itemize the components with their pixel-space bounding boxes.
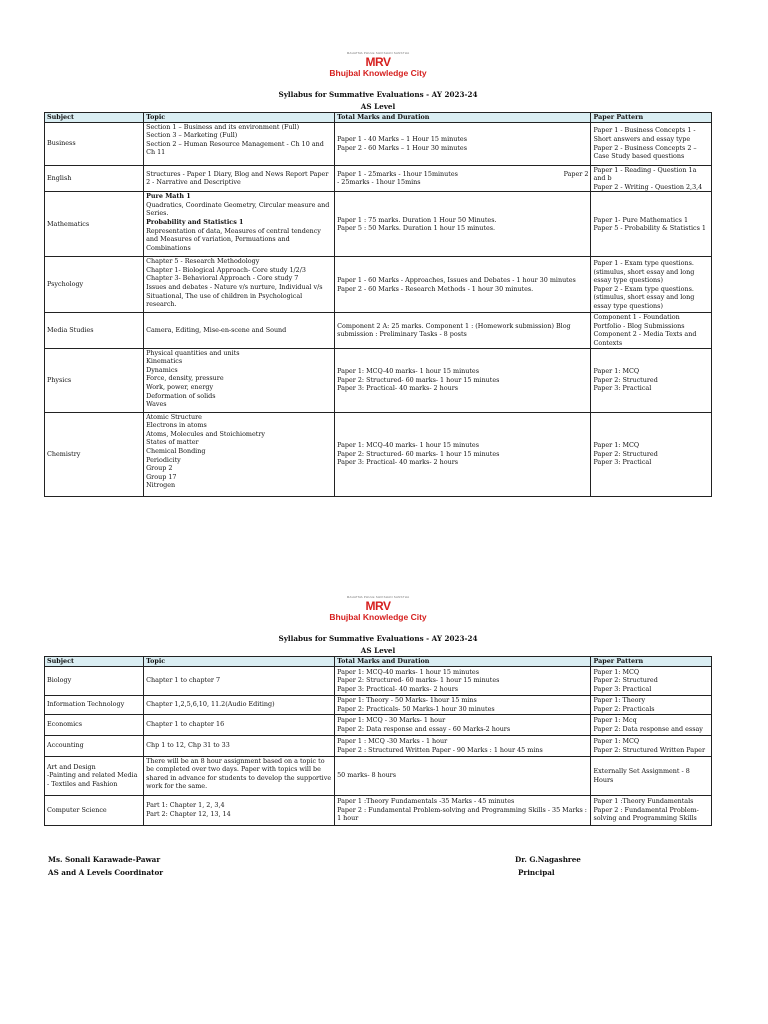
topic-line: Chapter 1- Biological Approach- Core study 1/2/3 bbox=[146, 265, 306, 274]
topic-cell: There will be an 8 hour assignment based on a topic to be completed over two days. Paper with topics will be shared in advance for students to develop the supportive work for the same. bbox=[144, 756, 335, 795]
marks-text: Paper 2 bbox=[563, 169, 589, 178]
topic-line: Issues and debates - Nature v/s nurture, Individual v/s Situational, The use of children in Psychological research. bbox=[146, 283, 323, 309]
table-row bbox=[45, 666, 712, 695]
table-header-row bbox=[45, 112, 712, 122]
syllabus-table-2 bbox=[44, 656, 712, 826]
topic-line: Section 3 – Marketing (Full) bbox=[146, 131, 238, 140]
subject-cell bbox=[45, 756, 144, 795]
table-header-row bbox=[45, 656, 712, 666]
pattern-line: Paper 1 - Exam type questions. (stimulus, short essay and long essay type questions) bbox=[593, 259, 695, 285]
marks-cell bbox=[335, 714, 591, 735]
pattern-line: Paper 1: MCQ bbox=[593, 736, 640, 745]
table-row bbox=[45, 122, 712, 165]
marks-line: Paper 1 :Theory Fundamentals -35 Marks - 45 minutes bbox=[337, 797, 515, 806]
marks-line: Paper 2: Structured- 60 marks- 1 hour 15 minutes bbox=[337, 449, 500, 458]
topic-heading: Probability and Statistics 1 bbox=[146, 218, 244, 227]
pattern-cell bbox=[591, 348, 712, 412]
marks-line: Paper 2: Practicals- 50 Marks-1 hour 30 minutes bbox=[337, 704, 495, 713]
pattern-line: Paper 1: MCQ bbox=[593, 667, 640, 676]
topic-line: Nitrogen bbox=[146, 481, 176, 490]
subject-cell: Mathematics bbox=[45, 192, 144, 257]
pattern-line: Paper 2 - Business Concepts 2 – Case Study based questions bbox=[593, 143, 697, 161]
marks-line: Paper 1: MCQ-40 marks- 1 hour 15 minutes bbox=[337, 367, 479, 376]
marks-line: Paper 2 - 60 Marks – 1 Hour 30 minutes bbox=[337, 143, 467, 152]
pattern-line: Paper 2 - Writing - Question 2,3,4 bbox=[593, 182, 703, 191]
subject-cell: Computer Science bbox=[45, 795, 144, 825]
marks-line: Paper 1: MCQ-40 marks- 1 hour 15 minutes bbox=[337, 441, 479, 450]
marks-line: - 25marks - 1hour 15mins bbox=[337, 178, 421, 187]
table-row bbox=[45, 735, 712, 756]
pattern-line: Paper 2 : Fundamental Problem-solving and Programming Skills bbox=[593, 805, 699, 823]
coordinator-role: AS and A Levels Coordinator bbox=[48, 868, 164, 877]
topic-cell: Chp 1 to 12, Chp 31 to 33 bbox=[144, 735, 335, 756]
topic-heading: Pure Math 1 bbox=[146, 192, 191, 201]
pattern-line: Paper 2: Structured bbox=[593, 375, 658, 384]
table-row bbox=[45, 412, 712, 496]
topic-line: Dynamics bbox=[146, 365, 178, 374]
document-title: Syllabus for Summative Evaluations - AY 2023-24 bbox=[278, 633, 478, 643]
topic-line: Waves bbox=[146, 400, 167, 409]
pattern-line: Paper 1: MCQ bbox=[593, 441, 640, 450]
pattern-line: Paper 2: Structured Written Paper bbox=[593, 745, 706, 754]
topic-line: Group 17 bbox=[146, 472, 177, 481]
header-marks: Total Marks and Duration bbox=[335, 656, 591, 666]
topic-line: Physical quantities and units bbox=[146, 348, 240, 357]
pattern-cell bbox=[591, 412, 712, 496]
pattern-cell bbox=[591, 257, 712, 313]
table-row bbox=[45, 714, 712, 735]
logo-mark: MRV bbox=[365, 599, 391, 613]
topic-line: Atoms, Molecules and Stoichiometry bbox=[146, 429, 265, 438]
pattern-line: Paper 2: Structured bbox=[593, 449, 658, 458]
pattern-cell bbox=[591, 192, 712, 257]
pattern-line: Paper 1 - Business Concepts 1 - Short answers and essay type bbox=[593, 126, 696, 143]
marks-line: Paper 1 : 75 marks. Duration 1 Hour 50 Minutes. bbox=[337, 215, 497, 224]
pattern-line: Paper 1: Mcq bbox=[593, 715, 637, 724]
pattern-line: Paper 2: Practicals bbox=[593, 704, 655, 713]
table-row bbox=[45, 165, 712, 192]
topic-cell bbox=[144, 122, 335, 165]
school-name: Bhujbal Knowledge City bbox=[329, 68, 427, 78]
coordinator-name: Ms. Sonali Karawade-Pawar bbox=[48, 855, 161, 864]
school-logo bbox=[44, 596, 712, 622]
topic-line: Electrons in atoms bbox=[146, 421, 207, 430]
table-row bbox=[45, 795, 712, 825]
pattern-line: Paper 1 - Reading - Question 1a and b bbox=[593, 165, 697, 183]
pattern-cell bbox=[591, 165, 712, 192]
topic-cell bbox=[144, 412, 335, 496]
pattern-cell: Externally Set Assignment - 8 Hours bbox=[591, 756, 712, 795]
pattern-line: Paper 2: Structured bbox=[593, 676, 658, 685]
school-name: Bhujbal Knowledge City bbox=[329, 612, 427, 622]
subject-line: Art and Design bbox=[47, 762, 96, 771]
subject-cell: English bbox=[45, 165, 144, 192]
syllabus-page-1 bbox=[44, 52, 712, 497]
marks-cell bbox=[335, 348, 591, 412]
topic-line: Section 1 – Business and its environment (Full) bbox=[146, 122, 300, 131]
topic-line: Atomic Structure bbox=[146, 412, 202, 421]
marks-line: Paper 1: MCQ-40 marks- 1 hour 15 minutes bbox=[337, 667, 479, 676]
subject-cell: Chemistry bbox=[45, 412, 144, 496]
topic-line: States of matter bbox=[146, 438, 199, 447]
marks-line: Paper 1 - 60 Marks - Approaches, Issues and Debates - 1 hour 30 minutes bbox=[337, 276, 576, 285]
document-level: AS Level bbox=[360, 101, 396, 111]
coordinator-signature bbox=[48, 853, 163, 879]
topic-line: Part 1: Chapter 1, 2, 3,4 bbox=[146, 801, 225, 810]
pattern-cell: Component 1 - Foundation Portfolio - Blog Submissions Component 2 - Media Texts and Contexts bbox=[591, 313, 712, 348]
marks-line: Paper 2 : Structured Written Paper - 90 Marks : 1 hour 45 mins bbox=[337, 745, 543, 754]
table-row bbox=[45, 313, 712, 348]
principal-role: Principal bbox=[518, 868, 555, 877]
subject-cell: Business bbox=[45, 122, 144, 165]
topic-cell: Camera, Editing, Mise-en-scene and Sound bbox=[144, 313, 335, 348]
marks-text: Paper 1 - 25marks - 1hour 15minutes bbox=[337, 169, 458, 178]
pattern-line: Paper 1 :Theory Fundamentals bbox=[593, 797, 694, 806]
topic-cell: Chapter 1 to chapter 7 bbox=[144, 666, 335, 695]
marks-line: Paper 1 : MCQ -30 Marks - 1 hour bbox=[337, 736, 448, 745]
header-pattern: Paper Pattern bbox=[591, 112, 712, 122]
subject-cell: Accounting bbox=[45, 735, 144, 756]
principal-signature bbox=[515, 853, 581, 879]
pattern-cell bbox=[591, 735, 712, 756]
topic-cell: Chapter 1 to chapter 16 bbox=[144, 714, 335, 735]
logo-tagline: MAHATMA PHULE SHIKSHAN SANSTHA bbox=[346, 595, 410, 599]
topic-line: Periodicity bbox=[146, 455, 181, 464]
header-subject: Subject bbox=[45, 112, 144, 122]
table-row bbox=[45, 257, 712, 313]
topic-line: Chapter 5 - Research Methodology bbox=[146, 257, 260, 266]
marks-line: Paper 2 - 60 Marks - Research Methods - 1 hour 30 minutes. bbox=[337, 284, 534, 293]
marks-line: Paper 3: Practical- 40 marks- 2 hours bbox=[337, 458, 459, 467]
pattern-line: Paper 3: Practical bbox=[593, 384, 652, 393]
marks-cell bbox=[335, 735, 591, 756]
pattern-cell bbox=[591, 695, 712, 714]
pattern-cell bbox=[591, 122, 712, 165]
header-subject: Subject bbox=[45, 656, 144, 666]
topic-line: Force, density, pressure bbox=[146, 374, 224, 383]
pattern-cell bbox=[591, 666, 712, 695]
marks-cell bbox=[335, 795, 591, 825]
marks-cell bbox=[335, 122, 591, 165]
topic-cell: Structures - Paper 1 Diary, Blog and News Report Paper 2 - Narrative and Descriptive bbox=[144, 165, 335, 192]
syllabus-page-2 bbox=[44, 596, 712, 826]
pattern-line: Paper 1- Pure Mathematics 1 bbox=[593, 215, 689, 224]
marks-line: Paper 3: Practical- 40 marks- 2 hours bbox=[337, 684, 459, 693]
logo-tagline: MAHATMA PHULE SHIKSHAN SANSTHA bbox=[346, 51, 410, 55]
table-row bbox=[45, 348, 712, 412]
table-row bbox=[45, 192, 712, 257]
pattern-line: Paper 2 - Exam type questions. (stimulus, short essay and long essay type questions) bbox=[593, 284, 695, 310]
pattern-line: Paper 5 - Probability & Statistics 1 bbox=[593, 224, 706, 233]
pattern-line: Paper 1: Theory bbox=[593, 695, 646, 704]
document-level: AS Level bbox=[360, 645, 396, 655]
pattern-line: Paper 2: Data response and essay bbox=[593, 724, 703, 733]
pattern-line: Paper 3: Practical bbox=[593, 458, 652, 467]
topic-cell bbox=[144, 257, 335, 313]
topic-cell bbox=[144, 348, 335, 412]
marks-line bbox=[337, 170, 588, 179]
table-row bbox=[45, 695, 712, 714]
marks-line: Paper 2: Data response and essay - 60 Marks-2 hours bbox=[337, 724, 511, 733]
marks-line: Paper 1 - 40 Marks – 1 Hour 15 minutes bbox=[337, 134, 467, 143]
topic-line: Representation of data, Measures of central tendency and Measures of variation, Permuations and Combinations bbox=[146, 226, 321, 252]
marks-cell bbox=[335, 666, 591, 695]
school-logo bbox=[44, 52, 712, 78]
topic-line: Section 2 – Human Resource Management - Ch 10 and Ch 11 bbox=[146, 139, 324, 157]
marks-cell bbox=[335, 165, 591, 192]
header-marks: Total Marks and Duration bbox=[335, 112, 591, 122]
principal-name: Dr. G.Nagashree bbox=[515, 855, 581, 864]
topic-line: Quadratics, Coordinate Geometry, Circular measure and Series. bbox=[146, 200, 330, 218]
subject-line: -Painting and related Media bbox=[47, 771, 138, 780]
marks-cell bbox=[335, 412, 591, 496]
topic-cell bbox=[144, 192, 335, 257]
marks-line: Paper 1: Theory - 50 Marks- 1hour 15 mins bbox=[337, 695, 477, 704]
marks-cell bbox=[335, 257, 591, 313]
pattern-line: Paper 1: MCQ bbox=[593, 367, 640, 376]
pattern-cell bbox=[591, 714, 712, 735]
subject-cell: Media Studies bbox=[45, 313, 144, 348]
pattern-cell bbox=[591, 795, 712, 825]
topic-line: Chemical Bonding bbox=[146, 447, 206, 456]
topic-line: Deformation of solids bbox=[146, 391, 216, 400]
logo-mark: MRV bbox=[365, 55, 391, 69]
marks-cell bbox=[335, 695, 591, 714]
document-title: Syllabus for Summative Evaluations - AY 2023-24 bbox=[278, 89, 478, 99]
subject-cell: Psychology bbox=[45, 257, 144, 313]
topic-line: Chapter 3- Behavioral Approach - Core study 7 bbox=[146, 274, 299, 283]
marks-cell bbox=[335, 192, 591, 257]
topic-cell bbox=[144, 795, 335, 825]
syllabus-table-1 bbox=[44, 112, 712, 497]
marks-line: Paper 2 : Fundamental Problem-solving and Programming Skills - 35 Marks : 1 hour bbox=[337, 805, 587, 823]
header-topic: Topic bbox=[144, 656, 335, 666]
topic-line: Kinematics bbox=[146, 357, 183, 366]
header-pattern: Paper Pattern bbox=[591, 656, 712, 666]
topic-line: Group 2 bbox=[146, 464, 173, 473]
topic-line: Part 2: Chapter 12, 13, 14 bbox=[146, 810, 231, 818]
marks-cell: Component 2 A: 25 marks. Component 1 : (Homework submission) Blog submission : Preliminary Tasks - 8 posts bbox=[335, 313, 591, 348]
marks-line: Paper 2: Structured- 60 marks- 1 hour 15 minutes bbox=[337, 375, 500, 384]
subject-cell: Biology bbox=[45, 666, 144, 695]
subject-cell: Information Technology bbox=[45, 695, 144, 714]
subject-cell: Physics bbox=[45, 348, 144, 412]
marks-line: Paper 1: MCQ - 30 Marks- 1 hour bbox=[337, 715, 446, 724]
marks-line: Paper 2: Structured- 60 marks- 1 hour 15 minutes bbox=[337, 676, 500, 685]
subject-line: - Textiles and Fashion bbox=[47, 779, 118, 788]
subject-cell: Economics bbox=[45, 714, 144, 735]
pattern-line: Paper 3: Practical bbox=[593, 684, 652, 693]
marks-line: Paper 3: Practical- 40 marks- 2 hours bbox=[337, 384, 459, 393]
table-row bbox=[45, 756, 712, 795]
marks-line: Paper 5 : 50 Marks. Duration 1 hour 15 minutes. bbox=[337, 224, 496, 233]
topic-cell: Chapter 1,2,5,6,10, 11.2(Audio Editing) bbox=[144, 695, 335, 714]
marks-cell: 50 marks- 8 hours bbox=[335, 756, 591, 795]
header-topic: Topic bbox=[144, 112, 335, 122]
topic-line: Work, power, energy bbox=[146, 383, 214, 392]
